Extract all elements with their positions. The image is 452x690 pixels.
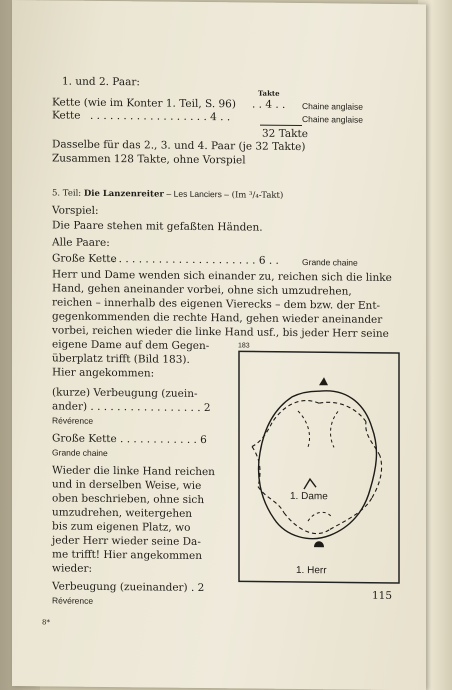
grosse-kette-2: Große Kette . . . . . . . . . . . . 6 xyxy=(52,432,207,447)
note-total: Zusammen 128 Takte, ohne Vorspiel xyxy=(52,152,246,167)
paragraph2-line: und in derselben Weise, wie xyxy=(52,478,202,492)
paragraph2-line: oben beschrieben, ohne sich xyxy=(52,492,205,507)
total-takte: 32 Takte xyxy=(262,127,308,141)
paragraph2-line: wieder: xyxy=(52,562,93,575)
bow1-line: ander) . . . . . . . . . . . . . . . . . 2 xyxy=(52,400,211,415)
column-header-takte: Takte xyxy=(258,88,280,98)
paragraph-line: reichen – innerhalb des eigenen Vierecks – dem bzw. der Ent- xyxy=(52,296,381,312)
paragraph-line: vorbei, reichen wieder die linke Hand usf., bis jeder Herr seine xyxy=(52,324,389,340)
grosse-kette-value: Grande chaine xyxy=(302,257,358,268)
book-page xyxy=(12,0,426,690)
row2-value: Chaine anglaise xyxy=(302,114,363,125)
top-marker-icon xyxy=(319,377,328,385)
dame-marker-icon xyxy=(304,479,316,489)
solid-circuit xyxy=(259,390,377,539)
vorspiel-label: Vorspiel: xyxy=(52,204,99,217)
title-german: Die Lanzenreiter xyxy=(83,188,164,200)
reverence-2: Révérence xyxy=(52,595,94,606)
bow1-line: (kurze) Verbeugung (zuein- xyxy=(52,386,198,400)
note-same-pairs: Dasselbe für das 2., 3. und 4. Paar (je 32 Takte) xyxy=(52,138,306,154)
herr-marker-icon xyxy=(314,541,324,547)
row2-dots: . . . . . . . . . . . . . . . . . . 4 . . xyxy=(90,109,231,124)
paragraph2-line: umzudrehen, weitergehen xyxy=(52,506,193,520)
label-dame: 1. Dame xyxy=(290,490,328,503)
row1-value: Chaine anglaise xyxy=(302,101,363,112)
vorspiel-text: Die Paare stehen mit gefaßten Händen. xyxy=(52,219,263,234)
figure-183 xyxy=(238,350,400,584)
page-number: 115 xyxy=(372,589,393,602)
title-prefix: 5. Teil: xyxy=(52,188,82,199)
row1-dots: . . 4 . . xyxy=(252,98,286,111)
row2-label: Kette xyxy=(52,109,81,122)
paragraph-line: gegenkommenden die rechte Hand, gehen wieder aneinander xyxy=(52,310,383,326)
grande-chaine-2: Grande chaine xyxy=(52,447,108,459)
narrow-line: eigene Dame auf dem Gegen- xyxy=(52,338,210,353)
title-meter: (Im ³/₄-Takt) xyxy=(231,190,284,201)
section-heading-pairs: 1. und 2. Paar: xyxy=(62,75,140,89)
narrow-line: Hier angekommen: xyxy=(52,366,155,380)
grosse-kette-label: Große Kette xyxy=(52,252,117,266)
section5-title xyxy=(52,186,283,201)
narrow-line: überplatz trifft (Bild 183). xyxy=(52,352,190,366)
grosse-kette-dots: . . . . . . . . . . . . . . . . . . . . . . 6 . . xyxy=(112,253,279,267)
dance-path-diagram xyxy=(238,350,400,584)
bow2: Verbeugung (zueinander) . 2 xyxy=(52,580,205,595)
title-french: – Les Lanciers – xyxy=(166,188,229,200)
inner-curve-2 xyxy=(331,411,338,447)
row1-label: Kette (wie im Konter 1. Teil, S. 96) xyxy=(52,96,236,111)
paragraph-line: Herr und Dame wenden sich einander zu, reichen sich die linke xyxy=(52,268,392,284)
paragraph-line: Hand, gehen aneinander vorbei, ohne sich umzudrehen, xyxy=(52,282,352,298)
paragraph2-line: Wieder die linke Hand reichen xyxy=(52,464,215,479)
reverence-1: Révérence xyxy=(52,415,94,426)
paragraph2-line: jeder Herr wieder seine Da- xyxy=(52,534,201,548)
printer-signature: 8* xyxy=(42,618,50,627)
paragraph2-line: me trifft! Hier angekommen xyxy=(52,548,202,562)
inner-curve-3 xyxy=(308,512,332,521)
inner-curve-1 xyxy=(298,411,310,447)
figure-number: 183 xyxy=(238,342,250,350)
alle-paare-label: Alle Paare: xyxy=(52,236,110,250)
sum-rule xyxy=(260,125,302,126)
label-herr: 1. Herr xyxy=(296,564,327,577)
paragraph2-line: bis zum eigenen Platz, wo xyxy=(52,520,191,534)
